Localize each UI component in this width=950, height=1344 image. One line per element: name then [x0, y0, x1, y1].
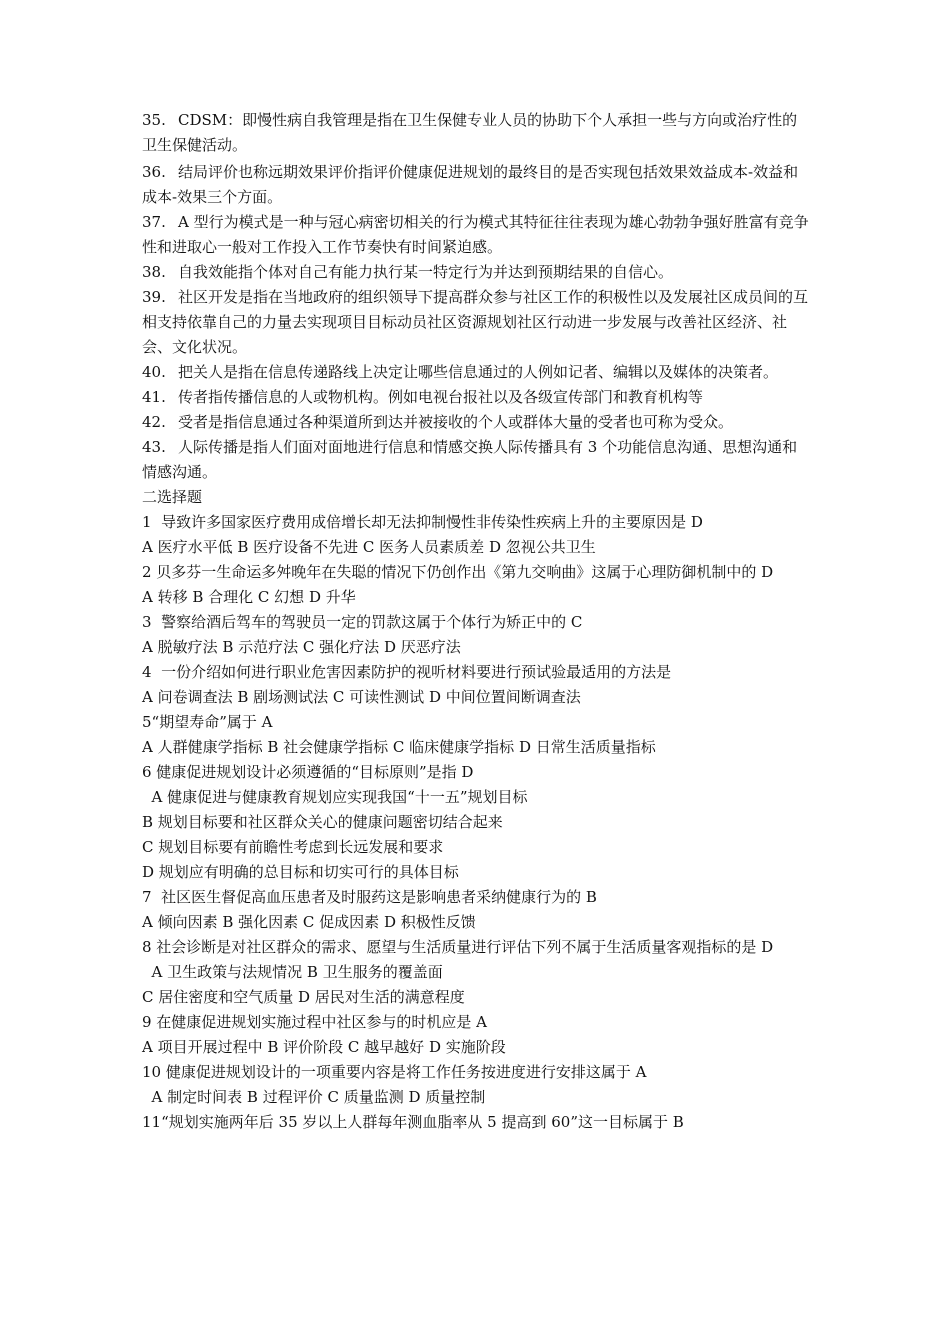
options-line: A 问卷调查法 B 剧场测试法 C 可读性测试 D 中间位置间断调查法	[142, 688, 581, 706]
options-line: C 居住密度和空气质量 D 居民对生活的满意程度	[142, 988, 465, 1006]
question-line: 10 健康促进规划设计的一项重要内容是将工作任务按进度进行安排这属于 A	[142, 1063, 647, 1081]
definition-item-36	[142, 160, 810, 210]
definition-number: 41.	[142, 388, 166, 406]
question-line: 4 一份介绍如何进行职业危害因素防护的视听材料要进行预试验最适用的方法是	[142, 663, 672, 681]
definition-number: 37.	[142, 213, 166, 231]
definition-text: 自我效能指个体对自己有能力执行某一特定行为并达到预期结果的自信心。	[178, 263, 674, 281]
definition-item-42	[142, 410, 810, 435]
definition-item-43	[142, 435, 810, 485]
question-line: 7 社区医生督促高血压患者及时服药这是影响患者采纳健康行为的 B	[142, 888, 597, 906]
definition-text: 受者是指信息通过各种渠道所到达并被接收的个人或群体大量的受者也可称为受众。	[178, 413, 734, 431]
options-line: A 卫生政策与法规情况 B 卫生服务的覆盖面	[142, 963, 443, 981]
options-line: A 项目开展过程中 B 评价阶段 C 越早越好 D 实施阶段	[142, 1038, 506, 1056]
question-line: 5“期望寿命”属于 A	[142, 713, 273, 731]
definition-number: 36.	[142, 163, 166, 181]
definition-text: CDSM：即慢性病自我管理是指在卫生保健专业人员的协助下个人承担一些与方向或治疗性的卫生保健活动。	[142, 111, 798, 154]
question-line: 6 健康促进规划设计必须遵循的“目标原则”是指 D	[142, 763, 474, 781]
options-line: A 健康促进与健康教育规划应实现我国“十一五”规划目标	[142, 788, 528, 806]
options-line: A 倾向因素 B 强化因素 C 促成因素 D 积极性反馈	[142, 913, 476, 931]
definitions-list	[142, 108, 810, 485]
definition-item-38	[142, 260, 810, 285]
options-line: C 规划目标要有前瞻性考虑到长远发展和要求	[142, 838, 444, 856]
definition-number: 39.	[142, 288, 166, 306]
definition-number: 43.	[142, 438, 166, 456]
options-line: A 脱敏疗法 B 示范疗法 C 强化疗法 D 厌恶疗法	[142, 638, 461, 656]
definition-number: 40.	[142, 363, 166, 381]
options-line: A 制定时间表 B 过程评价 C 质量监测 D 质量控制	[142, 1088, 486, 1106]
definition-item-41	[142, 385, 810, 410]
definition-item-39	[142, 285, 810, 360]
definition-item-35	[142, 108, 810, 158]
questions-list	[142, 510, 810, 1135]
options-line: A 医疗水平低 B 医疗设备不先进 C 医务人员素质差 D 忽视公共卫生	[142, 538, 596, 556]
question-line: 1 导致许多国家医疗费用成倍增长却无法抑制慢性非传染性疾病上升的主要原因是 D	[142, 513, 703, 531]
definition-number: 38.	[142, 263, 166, 281]
options-line: A 转移 B 合理化 C 幻想 D 升华	[142, 588, 356, 606]
definition-text: 人际传播是指人们面对面地进行信息和情感交换人际传播具有 3 个功能信息沟通、思想沟通和情感沟通。	[142, 438, 798, 481]
definition-text: 把关人是指在信息传递路线上决定让哪些信息通过的人例如记者、编辑以及媒体的决策者。	[178, 363, 779, 381]
options-line: B 规划目标要和社区群众关心的健康问题密切结合起来	[142, 813, 503, 831]
question-line: 11“规划实施两年后 35 岁以上人群每年测血脂率从 5 提高到 60”这一目标属于 B	[142, 1113, 684, 1131]
definition-text: A 型行为模式是一种与冠心病密切相关的行为模式其特征往往表现为雄心勃勃争强好胜富有竞争性和进取心一般对工作投入工作节奏快有时间紧迫感。	[142, 213, 809, 256]
definition-item-37	[142, 210, 810, 260]
question-line: 8 社会诊断是对社区群众的需求、愿望与生活质量进行评估下列不属于生活质量客观指标的是 D	[142, 938, 774, 956]
options-line: D 规划应有明确的总目标和切实可行的具体目标	[142, 863, 459, 881]
definition-number: 42.	[142, 413, 166, 431]
question-line: 3 警察给酒后驾车的驾驶员一定的罚款这属于个体行为矫正中的 C	[142, 613, 583, 631]
definition-text: 传者指传播信息的人或物机构。例如电视台报社以及各级宣传部门和教育机构等	[178, 388, 704, 406]
section-title: 二选择题	[142, 488, 203, 506]
document-page	[142, 108, 810, 1135]
question-line: 9 在健康促进规划实施过程中社区参与的时机应是 A	[142, 1013, 487, 1031]
definition-text: 社区开发是指在当地政府的组织领导下提高群众参与社区工作的积极性以及发展社区成员间的互相支持依靠自己的力量去实现项目目标动员社区资源规划社区行动进一步发展与改善社区经济、社会、文化状况。	[142, 288, 809, 356]
definition-text: 结局评价也称远期效果评价指评价健康促进规划的最终目的是否实现包括效果效益成本-效益和成本-效果三个方面。	[142, 163, 799, 206]
definition-number: 35.	[142, 111, 166, 129]
question-line: 2 贝多芬一生命运多舛晚年在失聪的情况下仍创作出《第九交响曲》这属于心理防御机制中的 D	[142, 563, 774, 581]
definition-item-40	[142, 360, 810, 385]
options-line: A 人群健康学指标 B 社会健康学指标 C 临床健康学指标 D 日常生活质量指标	[142, 738, 656, 756]
